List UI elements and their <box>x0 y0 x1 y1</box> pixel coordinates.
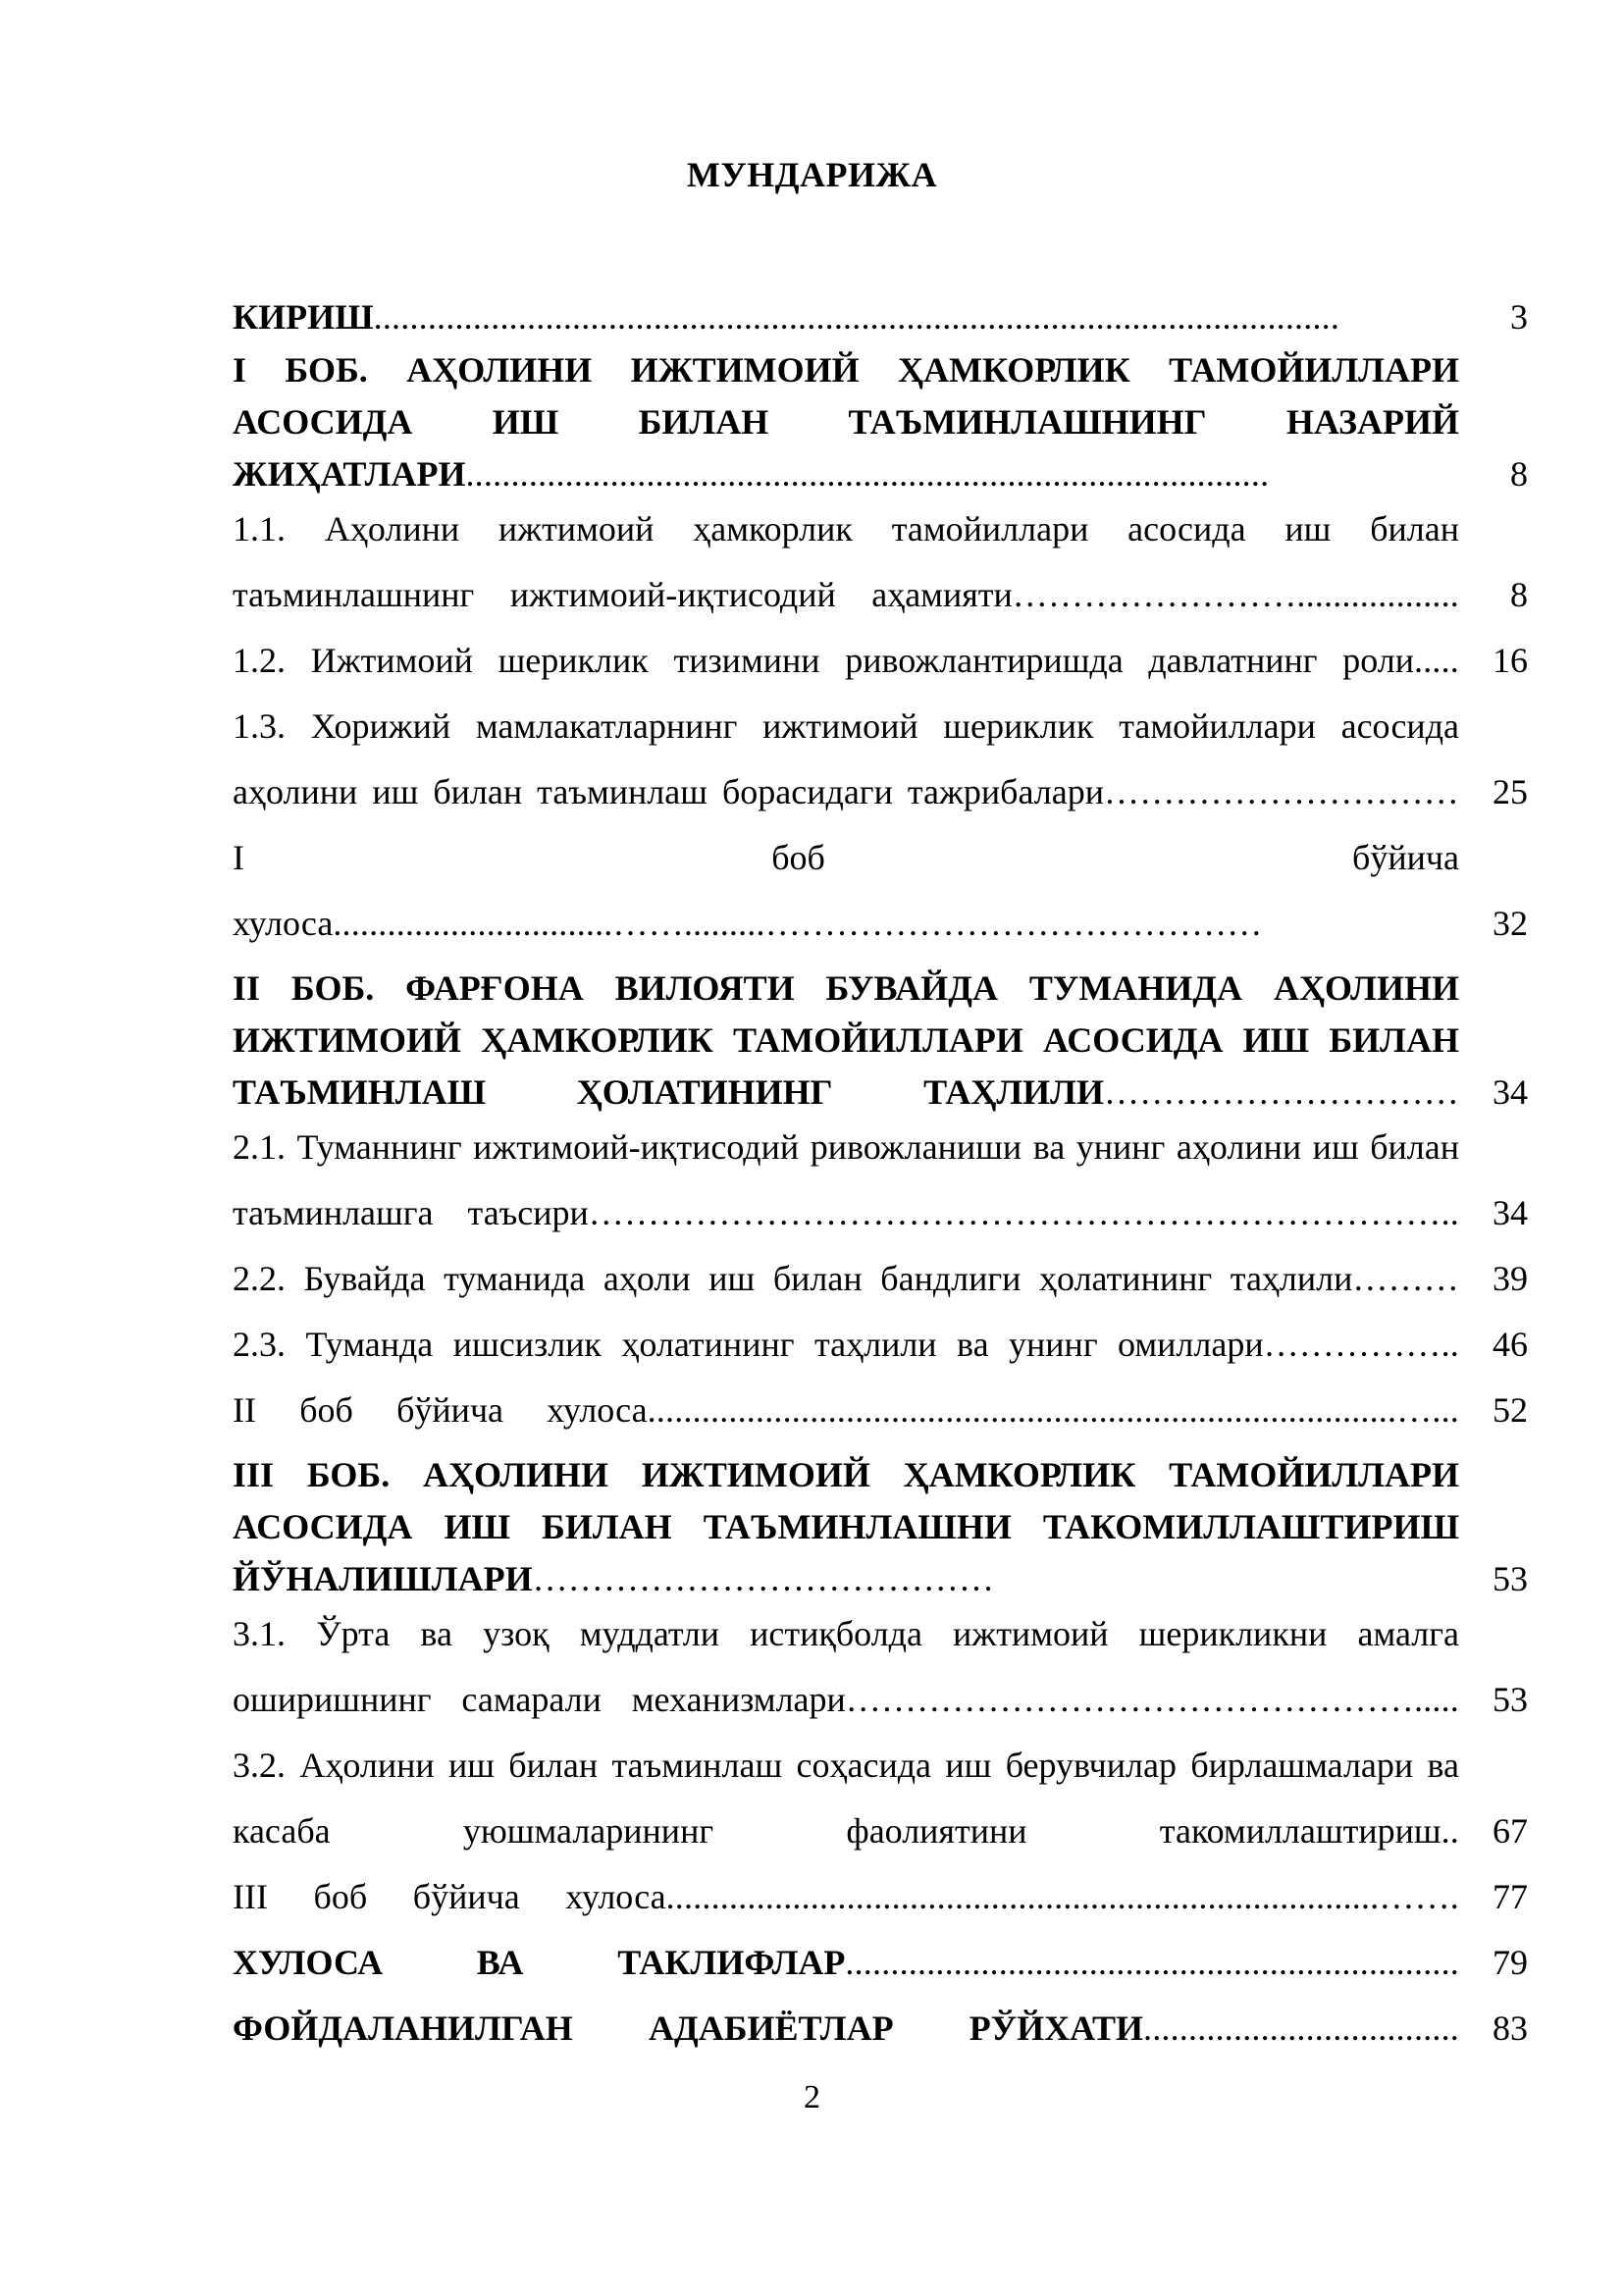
toc-entry-page: 83 <box>1493 2009 1528 2048</box>
toc-entry-conclusions[interactable] <box>233 1930 1528 1996</box>
toc-entry-dots: ......................................................................................... <box>465 454 1270 494</box>
toc-entry-title: 3.1. Ўрта ва узоқ муддатли истиқболда ижтимоий шерикликни амалга оширишнинг самарали механизмлари <box>233 1614 1459 1719</box>
toc-entry-2-1[interactable] <box>233 1115 1528 1246</box>
toc-entry-page: 79 <box>1493 1943 1528 1982</box>
toc-entry-2-3[interactable] <box>233 1312 1528 1378</box>
toc-entry-page: 39 <box>1493 1259 1528 1298</box>
toc-entry-2-2[interactable] <box>233 1246 1528 1312</box>
toc-entry-page: 34 <box>1493 1193 1528 1232</box>
toc-entry-chapter-2-conclusion[interactable] <box>233 1378 1528 1443</box>
toc-entry-dots: ...............................................................................……. <box>665 1877 1459 1916</box>
toc-entry-title: ФОЙДАЛАНИЛГАН АДАБИЁТЛАР РЎЙХАТИ <box>233 2009 1143 2048</box>
toc-entry-page: 52 <box>1493 1390 1528 1430</box>
toc-entry-page: 3 <box>1510 297 1528 337</box>
toc-entry-references[interactable] <box>233 1996 1528 2061</box>
toc-entry-title: I боб бўйича хулоса <box>233 838 1459 943</box>
toc-entry-title: II боб бўйича хулоса <box>233 1390 648 1430</box>
toc-entry-title: III БОБ. АҲОЛИНИ ИЖТИМОИЙ ҲАМКОРЛИК ТАМОЙИЛЛАРИ АСОСИДА ИШ БИЛАН ТАЪМИНЛАШНИ ТАКОМИЛЛАШТИРИШ ЙЎНАЛИШЛАРИ <box>233 1455 1459 1598</box>
toc-entry-dots: ………………………………… <box>532 1559 995 1598</box>
toc-entry-chapter-1-conclusion[interactable] <box>233 825 1528 957</box>
toc-entry-1-2[interactable] <box>233 628 1528 694</box>
toc-entry-introduction[interactable] <box>233 285 1528 350</box>
toc-entry-1-3[interactable] <box>233 694 1528 825</box>
table-of-contents <box>233 285 1528 2061</box>
toc-entry-title: 3.2. Аҳолини иш билан таъминлаш соҳасида иш берувчилар бирлашмалари ва касаба уюшмаларининг фаолиятини такомиллаштириш <box>233 1746 1459 1851</box>
toc-entry-title: III боб бўйича хулоса <box>233 1877 666 1916</box>
toc-entry-dots: …………………….................. <box>1012 575 1459 614</box>
toc-entry-page: 67 <box>1493 1811 1528 1851</box>
toc-entry-dots: ..... <box>1414 641 1459 680</box>
toc-entry-title: II БОБ. ФАРҒОНА ВИЛОЯТИ БУВАЙДА ТУМАНИДА АҲОЛИНИ ИЖТИМОИЙ ҲАМКОРЛИК ТАМОЙИЛЛАРИ АСОСИДА ИШ БИЛАН ТАЪМИНЛАШ ҲОЛАТИНИНГ ТАҲЛИЛИ <box>233 968 1459 1112</box>
toc-entry-dots: ........................................................................................................... <box>373 297 1340 337</box>
toc-entry-dots: ………………………… <box>1104 772 1459 811</box>
toc-entry-page: 16 <box>1493 641 1528 680</box>
toc-entry-chapter-1[interactable] <box>233 344 1528 500</box>
toc-entry-dots: ...................................................................................…... <box>647 1390 1459 1430</box>
toc-entry-title: 2.1. Туманнинг ижтимоий-иқтисодий ривожланиши ва унинг аҳолини иш билан таъминлашга таъсири <box>233 1127 1459 1232</box>
toc-entry-dots: .. <box>1441 1811 1459 1851</box>
toc-entry-title: КИРИШ <box>233 297 374 337</box>
toc-entry-chapter-2[interactable] <box>233 963 1528 1119</box>
toc-entry-dots: ................................... <box>1143 2009 1459 2048</box>
toc-entry-title: 1.3. Хорижий мамлакатларнинг ижтимоий шериклик тамойиллари асосида аҳолини иш билан таъминлаш борасидаги тажрибалари <box>233 706 1459 811</box>
toc-entry-page: 53 <box>1493 1559 1528 1598</box>
toc-entry-page: 46 <box>1493 1325 1528 1364</box>
page-number: 2 <box>804 2079 820 2115</box>
toc-entry-chapter-3[interactable] <box>233 1449 1528 1605</box>
toc-entry-dots: ……………………………………………………………….. <box>588 1193 1459 1232</box>
toc-entry-page: 34 <box>1493 1072 1528 1112</box>
toc-entry-1-1[interactable] <box>233 496 1528 628</box>
toc-entry-title: 2.3. Туманда ишсизлик ҳолатининг таҳлили ва унинг омиллари <box>233 1325 1264 1364</box>
toc-entry-title: 1.2. Ижтимоий шериклик тизимини ривожлантиришда давлатнинг роли <box>233 641 1414 680</box>
toc-entry-page: 25 <box>1493 772 1528 811</box>
toc-entry-dots: .................................................................... <box>845 1943 1459 1982</box>
toc-entry-3-1[interactable] <box>233 1601 1528 1733</box>
toc-entry-dots: ...............................…….........…………………………………… <box>333 904 1263 943</box>
toc-entry-dots: …………….. <box>1263 1325 1459 1364</box>
toc-entry-page: 32 <box>1493 904 1528 943</box>
toc-entry-dots: ………………………… <box>1104 1072 1459 1112</box>
toc-entry-page: 8 <box>1510 454 1528 494</box>
toc-entry-page: 53 <box>1493 1680 1528 1719</box>
toc-entry-page: 8 <box>1510 575 1528 614</box>
toc-entry-3-2[interactable] <box>233 1733 1528 1864</box>
toc-entry-dots: …………………………………………..... <box>845 1680 1459 1719</box>
toc-entry-title: ХУЛОСА ВА ТАКЛИФЛАР <box>233 1943 846 1982</box>
toc-entry-title: I БОБ. АҲОЛИНИ ИЖТИМОИЙ ҲАМКОРЛИК ТАМОЙИЛЛАРИ АСОСИДА ИШ БИЛАН ТАЪМИНЛАШНИНГ НАЗАРИЙ ЖИҲАТЛАРИ <box>233 350 1459 494</box>
toc-entry-title: 2.2. Бувайда туманида аҳоли иш билан бандлиги ҳолатининг таҳлили <box>233 1259 1353 1298</box>
toc-entry-chapter-3-conclusion[interactable] <box>233 1864 1528 1930</box>
toc-entry-dots: ……… <box>1352 1259 1459 1298</box>
toc-entry-title: 1.1. Аҳолини ижтимоий ҳамкорлик тамойиллари асосида иш билан таъминлашнинг ижтимоий-иқтисодий аҳамияти <box>233 509 1459 614</box>
page-title: МУНДАРИЖА <box>686 155 938 194</box>
toc-entry-page: 77 <box>1493 1877 1528 1916</box>
